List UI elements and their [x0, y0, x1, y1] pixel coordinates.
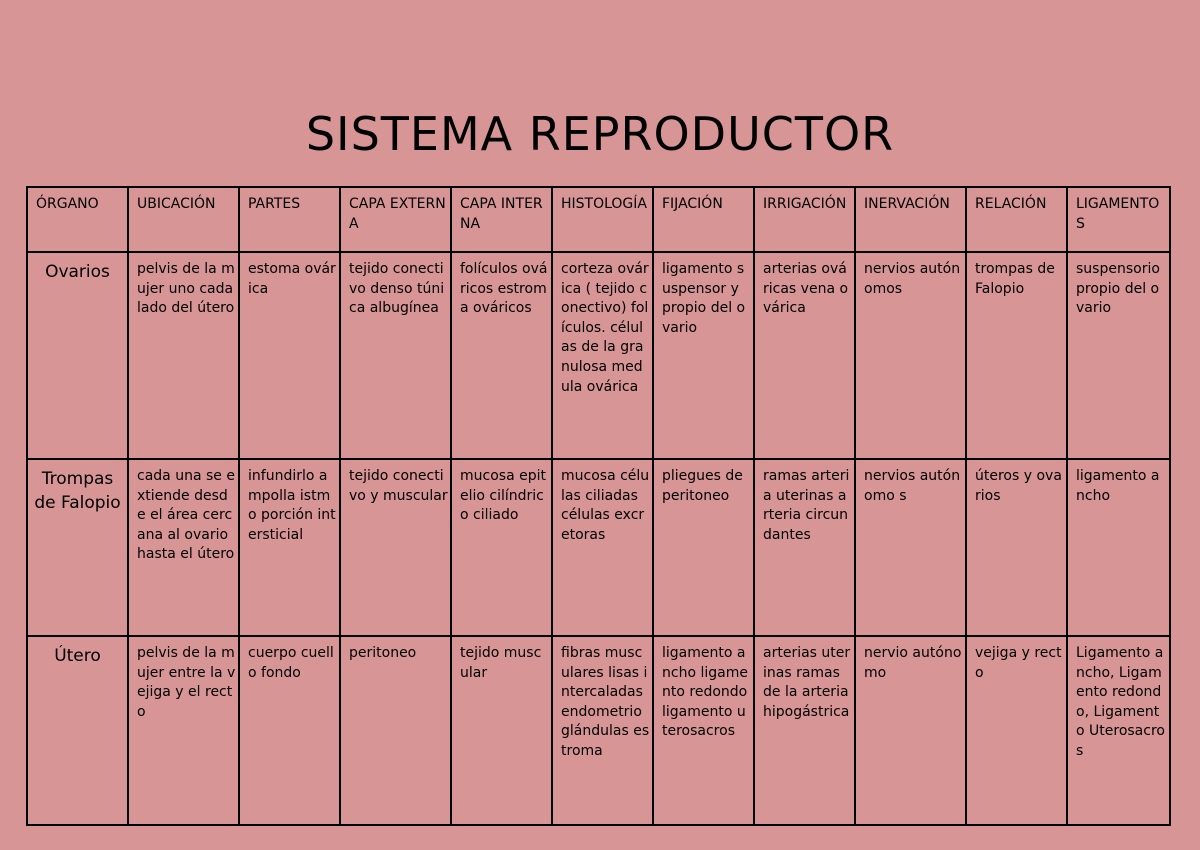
cell-ubicacion: cada una se extiende desde el área cercana al ovario hasta el útero: [128, 459, 239, 636]
header-inervacion: INERVACIÓN: [855, 187, 966, 252]
header-relacion: RELACIÓN: [966, 187, 1067, 252]
cell-inervacion: nervios autónomos: [855, 252, 966, 459]
cell-ubicacion: pelvis de la mujer entre la vejiga y el recto: [128, 636, 239, 825]
cell-fijacion: ligamento suspensor y propio del ovario: [653, 252, 754, 459]
header-organo: ÓRGANO: [27, 187, 128, 252]
cell-irrigacion: ramas arteria uterinas arteria circundantes: [754, 459, 855, 636]
header-histologia: HISTOLOGÍA: [552, 187, 653, 252]
cell-fijacion: ligamento ancho ligamento redondo ligamento uterosacros: [653, 636, 754, 825]
header-irrigacion: IRRIGACIÓN: [754, 187, 855, 252]
cell-ubicacion: pelvis de la mujer uno cada lado del útero: [128, 252, 239, 459]
cell-ligamentos: suspensorio propio del ovario: [1067, 252, 1170, 459]
cell-partes: cuerpo cuello fondo: [239, 636, 340, 825]
cell-ligamentos: Ligamento ancho, Ligamento redondo, Ligamento Uterosacros: [1067, 636, 1170, 825]
cell-relacion: vejiga y recto: [966, 636, 1067, 825]
reproductive-system-table: [26, 186, 1171, 826]
cell-irrigacion: arterias ováricas vena ovárica: [754, 252, 855, 459]
table-row: [27, 252, 1170, 459]
page-title: SISTEMA REPRODUCTOR: [305, 107, 895, 161]
table-row: [27, 459, 1170, 636]
cell-irrigacion: arterias uterinas ramas de la arteria hipogástrica: [754, 636, 855, 825]
cell-histologia: fibras musculares lisas intercaladas endometrio glándulas estroma: [552, 636, 653, 825]
header-ubicacion: UBICACIÓN: [128, 187, 239, 252]
cell-histologia: corteza ovárica ( tejido conectivo) folículos. células de la granulosa medula ovárica: [552, 252, 653, 459]
header-fijacion: FIJACIÓN: [653, 187, 754, 252]
header-capa-interna: CAPA INTERNA: [451, 187, 552, 252]
cell-capa-interna: tejido muscular: [451, 636, 552, 825]
organ-name: Ovarios: [27, 252, 128, 459]
cell-ligamentos: ligamento ancho: [1067, 459, 1170, 636]
cell-inervacion: nervio autónomo: [855, 636, 966, 825]
table-header-row: [27, 187, 1170, 252]
cell-capa-interna: folículos ováricos estroma ováricos: [451, 252, 552, 459]
organ-name: Trompas de Falopio: [27, 459, 128, 636]
organ-name: Útero: [27, 636, 128, 825]
cell-relacion: trompas de Falopio: [966, 252, 1067, 459]
cell-capa-externa: tejido conectivo denso túnica albugínea: [340, 252, 451, 459]
cell-partes: infundirlo ampolla istmo porción intersticial: [239, 459, 340, 636]
header-ligamentos: LIGAMENTOS: [1067, 187, 1170, 252]
table-row: [27, 636, 1170, 825]
cell-histologia: mucosa células ciliadas células excretoras: [552, 459, 653, 636]
header-partes: PARTES: [239, 187, 340, 252]
cell-partes: estoma ovárica: [239, 252, 340, 459]
cell-relacion: úteros y ovarios: [966, 459, 1067, 636]
header-capa-externa: CAPA EXTERNA: [340, 187, 451, 252]
cell-capa-externa: tejido conectivo y muscular: [340, 459, 451, 636]
cell-fijacion: pliegues de peritoneo: [653, 459, 754, 636]
cell-capa-interna: mucosa epitelio cilíndrico ciliado: [451, 459, 552, 636]
cell-capa-externa: peritoneo: [340, 636, 451, 825]
cell-inervacion: nervios autónomo s: [855, 459, 966, 636]
